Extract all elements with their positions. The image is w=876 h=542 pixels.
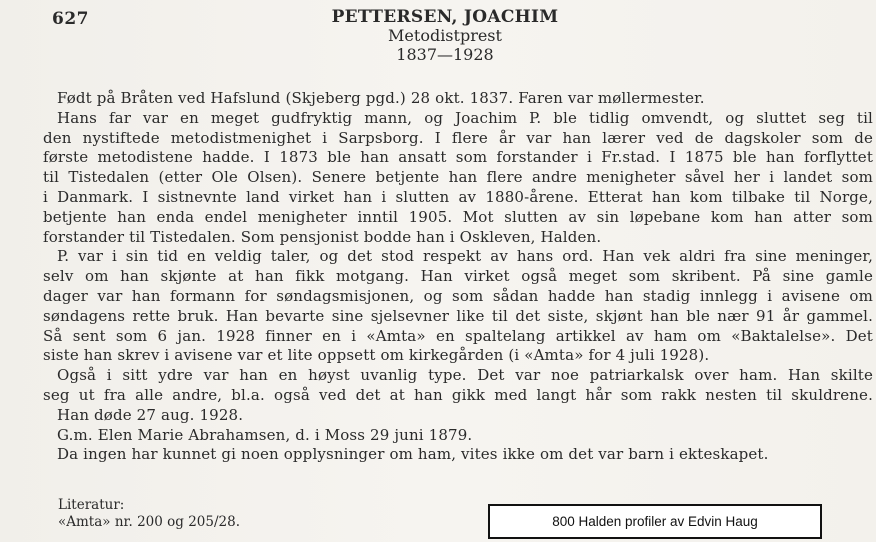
text-line: betjente han enda endel menigheter inntil 1905. Mot slutten av sin løpebane kom han atter som [43, 207, 873, 226]
text-line: til Tistedalen (etter Ole Olsen). Senere betjente han flere andre menigheter såvel her i landet som [43, 168, 873, 187]
text-line: Også i sitt ydre var han en høyst uvanlig type. Det var noe patriarkalsk over ham. Han skilte [57, 366, 873, 385]
page-number: 627 [52, 9, 89, 29]
entry-header [230, 8, 660, 64]
literature-label: Literatur: [58, 497, 125, 513]
text-line: dager var han formann for søndagsmisjonen, og som sådan hadde han stadig innlegg i avisene om [43, 286, 873, 305]
text-line: søndagens rette bruk. Han bevarte sine sjelsevner like til det siste, skjønt han ble nær 91 år gammel. [43, 306, 873, 325]
text-line: Så sent som 6 jan. 1928 finner en i «Amta» en spaltelang artikkel av ham om «Baktalelse». Det [43, 326, 873, 345]
text-line: i Danmark. I sistnevnte land virket han i slutten av 1880-årene. Etterat han kom tilbake til Norge, [43, 187, 873, 206]
person-name: PETTERSEN, JOACHIM [331, 7, 559, 27]
text-line: selv om han skjønte at han fikk motgang. Han virket også meget som skribent. På sine gamle [43, 267, 873, 286]
text-line: siste han skrev i avisene var et lite oppsett om kirkegården (i «Amta» for 4 juli 1928). [43, 346, 710, 365]
text-line: seg ut fra alle andre, bl.a. også ved det at han gikk med langt hår som rakk nesten til skuldrene. [43, 385, 873, 404]
source-caption-text: 800 Halden profiler av Edvin Haug [552, 514, 758, 529]
text-line: forstander til Tistedalen. Som pensjonist bodde han i Oskleven, Halden. [43, 227, 602, 246]
text-line: P. var i sin tid en veldig taler, og det stod respekt av hans ord. Han vek aldri fra sine meninger, [57, 247, 873, 266]
text-line: Født på Bråten ved Hafslund (Skjeberg pgd.) 28 okt. 1837. Faren var møllermester. [57, 89, 705, 107]
source-caption [488, 504, 822, 539]
text-line: Han døde 27 aug. 1928. [57, 405, 244, 424]
text-line: Da ingen har kunnet gi noen opplysninger om ham, vites ikke om det var barn i ekteskapet. [57, 445, 769, 464]
literature-section [58, 497, 240, 531]
text-line: G.m. Elen Marie Abrahamsen, d. i Moss 29 juni 1879. [57, 425, 473, 444]
person-years: 1837—1928 [396, 45, 494, 64]
text-line: Hans far var en meget gudfryktig mann, og Joachim P. ble tidlig omvendt, og sluttet seg til [57, 108, 873, 127]
literature-reference: «Amta» nr. 200 og 205/28. [58, 514, 240, 530]
text-line: første metodistene hadde. I 1873 ble han ansatt som forstander i Fr.stad. I 1875 ble han forflyttet [43, 148, 873, 167]
text-line: den nystiftede metodistmenighet i Sarpsborg. I flere år var han lærer ved de dagskoler som de [43, 128, 873, 147]
biography-text [43, 89, 873, 465]
person-title: Metodistprest [388, 26, 502, 45]
